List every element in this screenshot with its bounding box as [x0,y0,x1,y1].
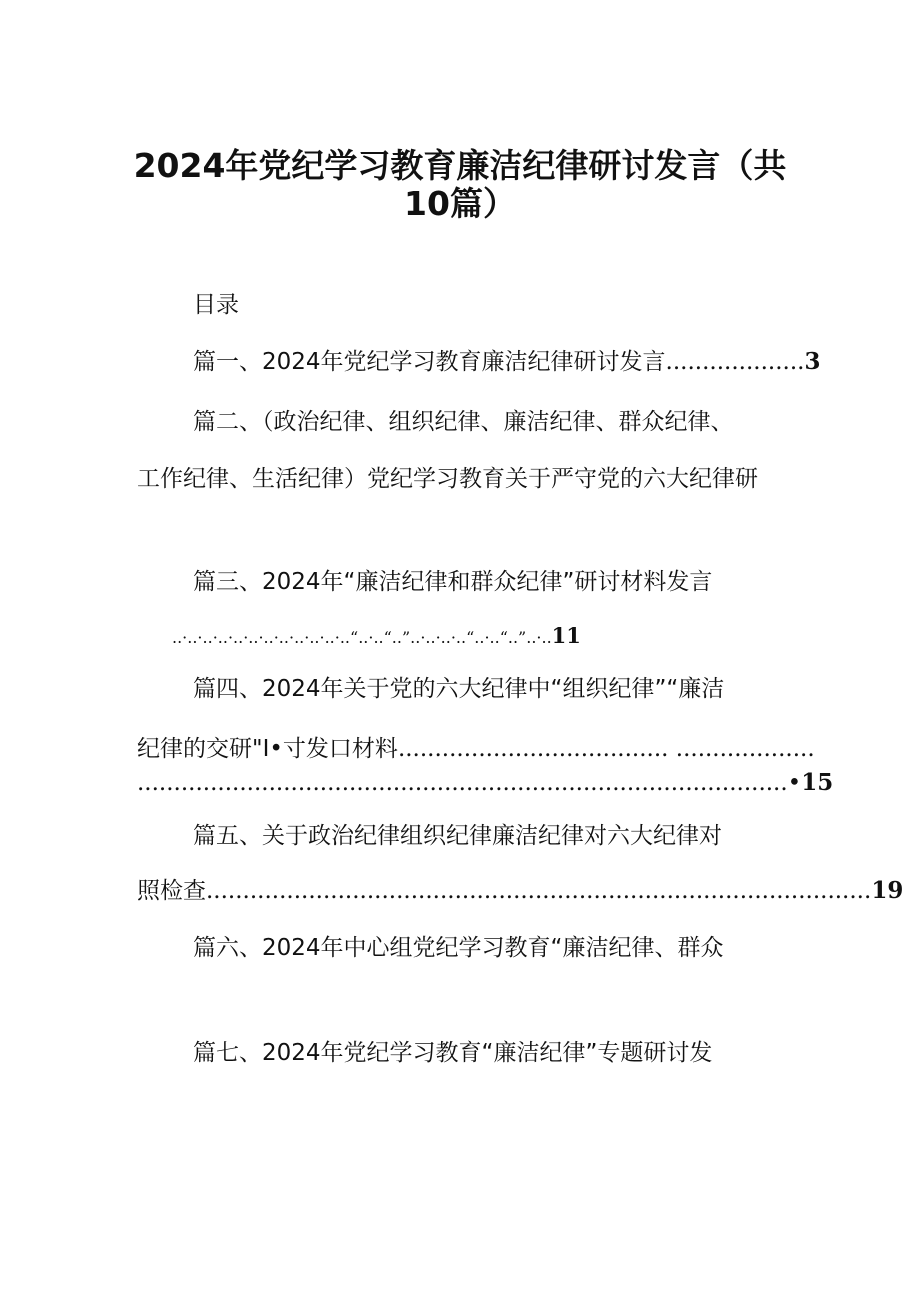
toc-heading: 目录 [193,292,239,318]
toc-entry-6-line1[interactable]: 篇六、2024年中心组党纪学习教育“廉洁纪律、群众 [193,935,724,961]
toc-entry-3-leader-line [172,621,581,653]
toc-entry-4-line2-row[interactable] [137,734,815,764]
toc-entry-3-line1[interactable]: 篇三、2024年“廉洁纪律和群众纪律”研讨材料发言 [193,569,713,595]
toc-entry-5-line2-row[interactable] [137,876,903,906]
document-title-line1: 2024年党纪学习教育廉洁纪律研讨发言（共 [133,146,787,185]
toc-entry-7-line1[interactable]: 篇七、2024年党纪学习教育“廉洁纪律”专题研讨发 [193,1040,713,1066]
toc-entry-3-page: 11 [551,623,581,648]
toc-entry-3-leader: ..·..·..·..·..·..·..·..·..·..·..·..“..·..“..”..·..·..·..“..·..“..”..·.. [172,628,552,647]
toc-entry-1-text: 篇一、2024年党纪学习教育廉洁纪律研讨发言 [193,349,666,375]
toc-entry-4-line1[interactable]: 篇四、2024年关于党的六大纪律中“组织纪律”“廉洁 [193,676,725,702]
toc-entry-4-leader-b: .........................................................................................• [137,770,802,796]
toc-entry-2-line2[interactable]: 工作纪律、生活纪律）党纪学习教育关于严守党的六大纪律研 [137,466,758,492]
toc-entry-1[interactable] [193,347,820,377]
toc-entry-5-page: 19 [871,877,904,904]
toc-entry-4-leader-row [137,768,833,798]
toc-entry-1-leader: ................... [665,349,805,375]
toc-entry-2-line1[interactable]: 篇二、（政治纪律、组织纪律、廉洁纪律、群众纪律、 [193,409,734,435]
toc-entry-5-line1[interactable]: 篇五、关于政治纪律组织纪律廉洁纪律对六大纪律对 [193,823,722,849]
toc-entry-4-line2: 纪律的交研"I•寸发口材料 [137,736,398,762]
toc-entry-4-page: 15 [801,769,834,796]
toc-entry-5-leader: ........................................................................................... [206,878,872,904]
toc-entry-5-line2: 照检查 [137,878,206,904]
document-title-line2: 10篇） [404,184,516,223]
toc-entry-4-leader-a: ..................................... ................... [397,736,815,762]
toc-entry-1-page: 3 [804,348,821,375]
